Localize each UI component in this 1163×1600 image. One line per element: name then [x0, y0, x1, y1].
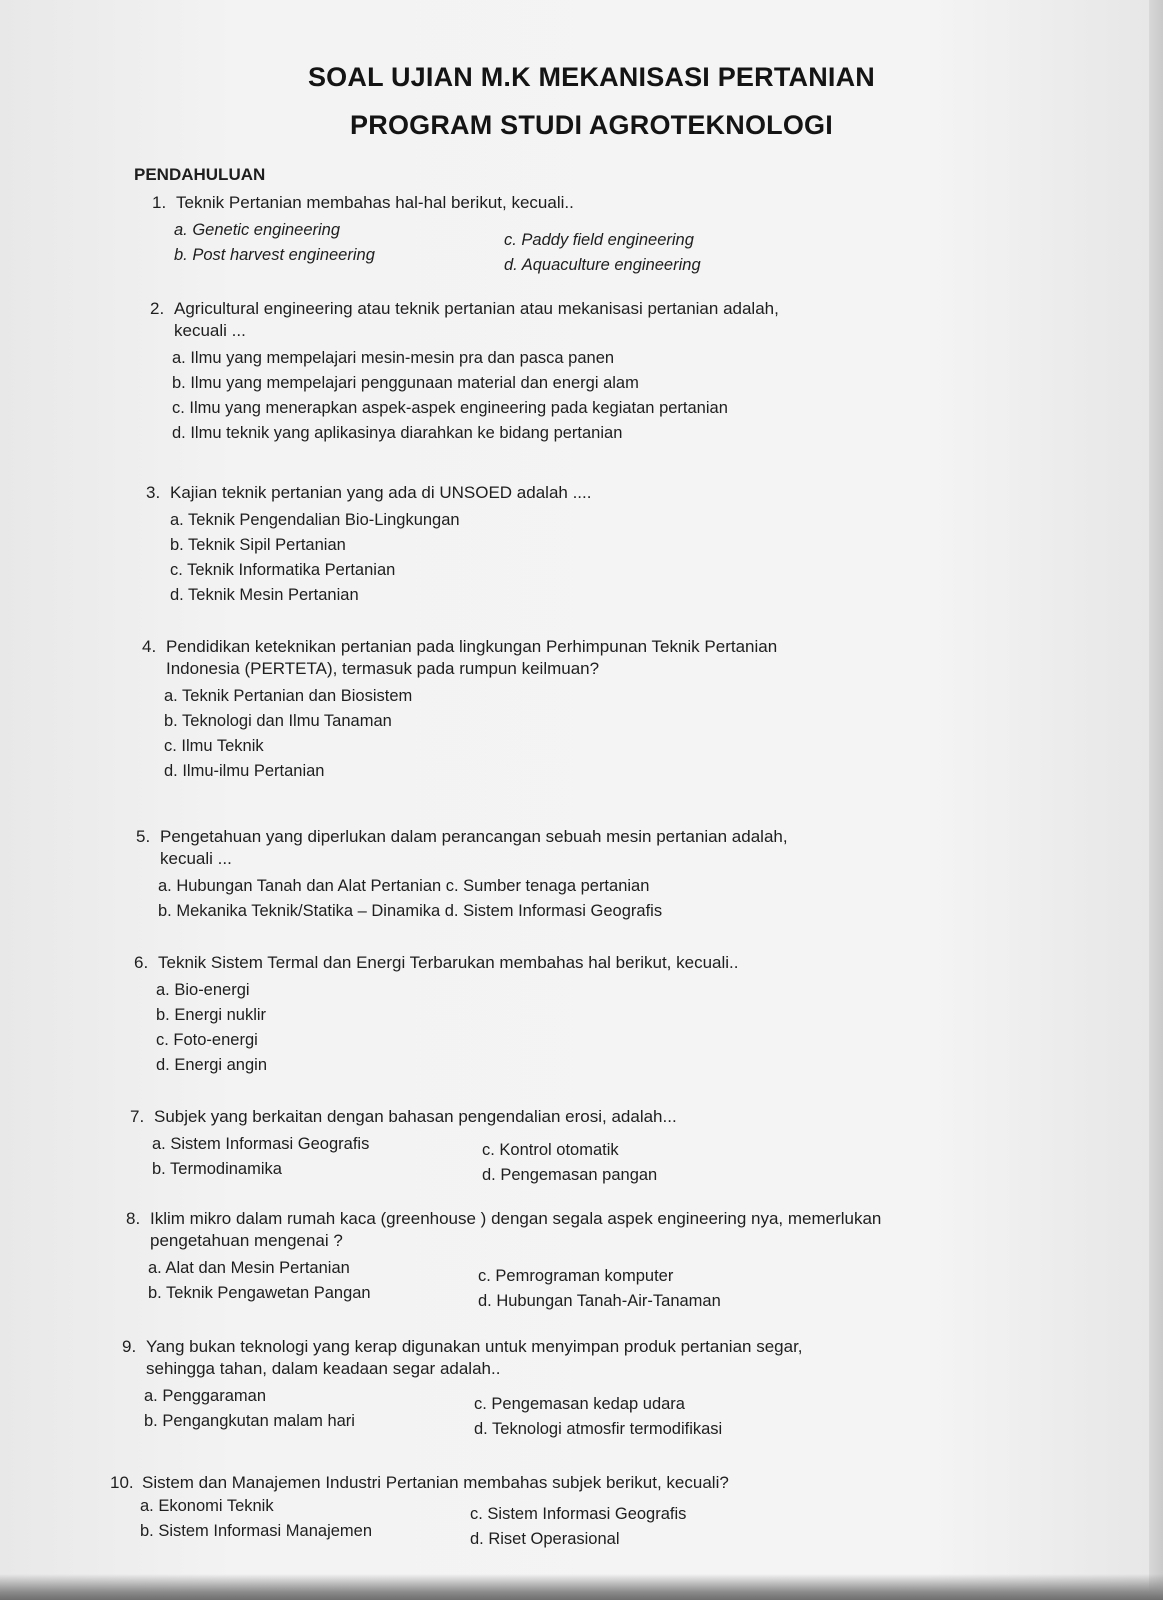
option-c: c. Ilmu Teknik: [164, 737, 264, 755]
question-8: [126, 1208, 882, 1310]
exam-title: SOAL UJIAN M.K MEKANISASI PERTANIAN: [307, 62, 876, 92]
option-b: b. Post harvest engineering: [174, 246, 375, 264]
option-b: b. Teknologi dan Ilmu Tanaman: [164, 712, 392, 730]
option-c: c. Teknik Informatika Pertanian: [170, 561, 396, 579]
option-c: c. Foto-energi: [156, 1031, 258, 1049]
question-10: [110, 1472, 800, 1548]
option-a: a. Teknik Pertanian dan Biosistem: [164, 687, 413, 705]
option-a-c: a. Hubungan Tanah dan Alat Pertanian c. Sumber tenaga pertanian: [158, 877, 650, 895]
option-d: d. Ilmu teknik yang aplikasinya diarahkan ke bidang pertanian: [172, 424, 623, 442]
option-d: d. Aquaculture engineering: [504, 256, 701, 274]
question-text: Iklim mikro dalam rumah kaca (greenhouse ) dengan segala aspek engineering nya, memerlukan: [150, 1209, 882, 1228]
option-b: b. Teknik Sipil Pertanian: [170, 536, 346, 554]
question-text: Agricultural engineering atau teknik pertanian atau mekanisasi pertanian adalah,: [174, 299, 779, 318]
question-text: Kajian teknik pertanian yang ada di UNSOED adalah ....: [170, 483, 592, 502]
question-3: [146, 482, 591, 608]
option-a: a. Ilmu yang mempelajari mesin-mesin pra dan pasca panen: [172, 349, 615, 367]
question-number: 3.: [146, 483, 161, 502]
option-c: c. Ilmu yang menerapkan aspek-aspek engineering pada kegiatan pertanian: [172, 399, 728, 417]
question-text: Pengetahuan yang diperlukan dalam perancangan sebuah mesin pertanian adalah,: [160, 827, 788, 846]
option-b: b. Energi nuklir: [156, 1006, 267, 1024]
question-number: 8.: [126, 1209, 141, 1228]
question-text-continued: sehingga tahan, dalam keadaan segar adalah..: [146, 1359, 501, 1378]
question-text: Pendidikan keteknikan pertanian pada lingkungan Perhimpunan Teknik Pertanian: [166, 637, 778, 656]
question-text: Teknik Sistem Termal dan Energi Terbarukan membahas hal berikut, kecuali..: [158, 953, 739, 972]
question-6: [134, 952, 739, 1078]
question-5: [136, 826, 788, 924]
section-heading: PENDAHULUAN: [134, 165, 266, 184]
question-number: 9.: [122, 1337, 137, 1356]
question-text-continued: Indonesia (PERTETA), termasuk pada rumpun keilmuan?: [166, 659, 600, 678]
option-c: c. Pemrograman komputer: [478, 1267, 674, 1285]
option-d: d. Riset Operasional: [470, 1530, 620, 1548]
question-number: 6.: [134, 953, 149, 972]
option-b: b. Sistem Informasi Manajemen: [140, 1522, 373, 1540]
option-b: b. Termodinamika: [152, 1160, 282, 1178]
question-number: 7.: [130, 1107, 145, 1126]
question-number: 1.: [152, 193, 167, 212]
option-a: a. Genetic engineering: [174, 221, 341, 239]
option-a: a. Alat dan Mesin Pertanian: [148, 1259, 350, 1277]
question-text-continued: kecuali ...: [160, 849, 232, 868]
option-a: a. Ekonomi Teknik: [140, 1497, 274, 1515]
option-b: b. Pengangkutan malam hari: [144, 1412, 355, 1430]
option-d: d. Hubungan Tanah-Air-Tanaman: [478, 1292, 721, 1310]
option-a: a. Bio-energi: [156, 981, 250, 999]
option-d: d. Pengemasan pangan: [482, 1166, 658, 1184]
question-text-continued: pengetahuan mengenai ?: [150, 1231, 343, 1250]
option-a: a. Penggaraman: [144, 1387, 267, 1405]
option-c: c. Sistem Informasi Geografis: [470, 1505, 687, 1523]
option-b: b. Ilmu yang mempelajari penggunaan material dan energi alam: [172, 374, 639, 392]
question-2: [150, 298, 779, 446]
question-text: Subjek yang berkaitan dengan bahasan pengendalian erosi, adalah...: [154, 1107, 677, 1126]
option-c: c. Pengemasan kedap udara: [474, 1395, 685, 1413]
question-number: 2.: [150, 299, 165, 318]
question-9: [122, 1336, 804, 1438]
question-number: 5.: [136, 827, 151, 846]
question-text: Sistem dan Manajemen Industri Pertanian membahas subjek berikut, kecuali?: [142, 1473, 729, 1492]
option-d: d. Teknologi atmosfir termodifikasi: [474, 1420, 723, 1438]
question-text-continued: kecuali ...: [174, 321, 246, 340]
option-a: a. Teknik Pengendalian Bio-Lingkungan: [170, 511, 460, 529]
option-d: d. Energi angin: [156, 1056, 267, 1074]
question-number: 10.: [110, 1473, 134, 1492]
option-d: d. Teknik Mesin Pertanian: [170, 586, 359, 604]
option-d: d. Ilmu-ilmu Pertanian: [164, 762, 325, 780]
option-c: c. Kontrol otomatik: [482, 1141, 619, 1159]
question-7: [130, 1106, 812, 1182]
option-c: c. Paddy field engineering: [504, 231, 694, 249]
question-text: Teknik Pertanian membahas hal-hal berikut, kecuali..: [176, 193, 574, 212]
question-number: 4.: [142, 637, 157, 656]
option-b: b. Teknik Pengawetan Pangan: [148, 1284, 371, 1302]
option-b-d: b. Mekanika Teknik/Statika – Dinamika d. Sistem Informasi Geografis: [158, 902, 663, 920]
question-4: [142, 636, 777, 784]
option-a: a. Sistem Informasi Geografis: [152, 1135, 370, 1153]
question-1: [152, 192, 834, 274]
program-title: PROGRAM STUDI AGROTEKNOLOGI: [350, 110, 833, 140]
question-text: Yang bukan teknologi yang kerap digunakan untuk menyimpan produk pertanian segar,: [146, 1337, 803, 1356]
